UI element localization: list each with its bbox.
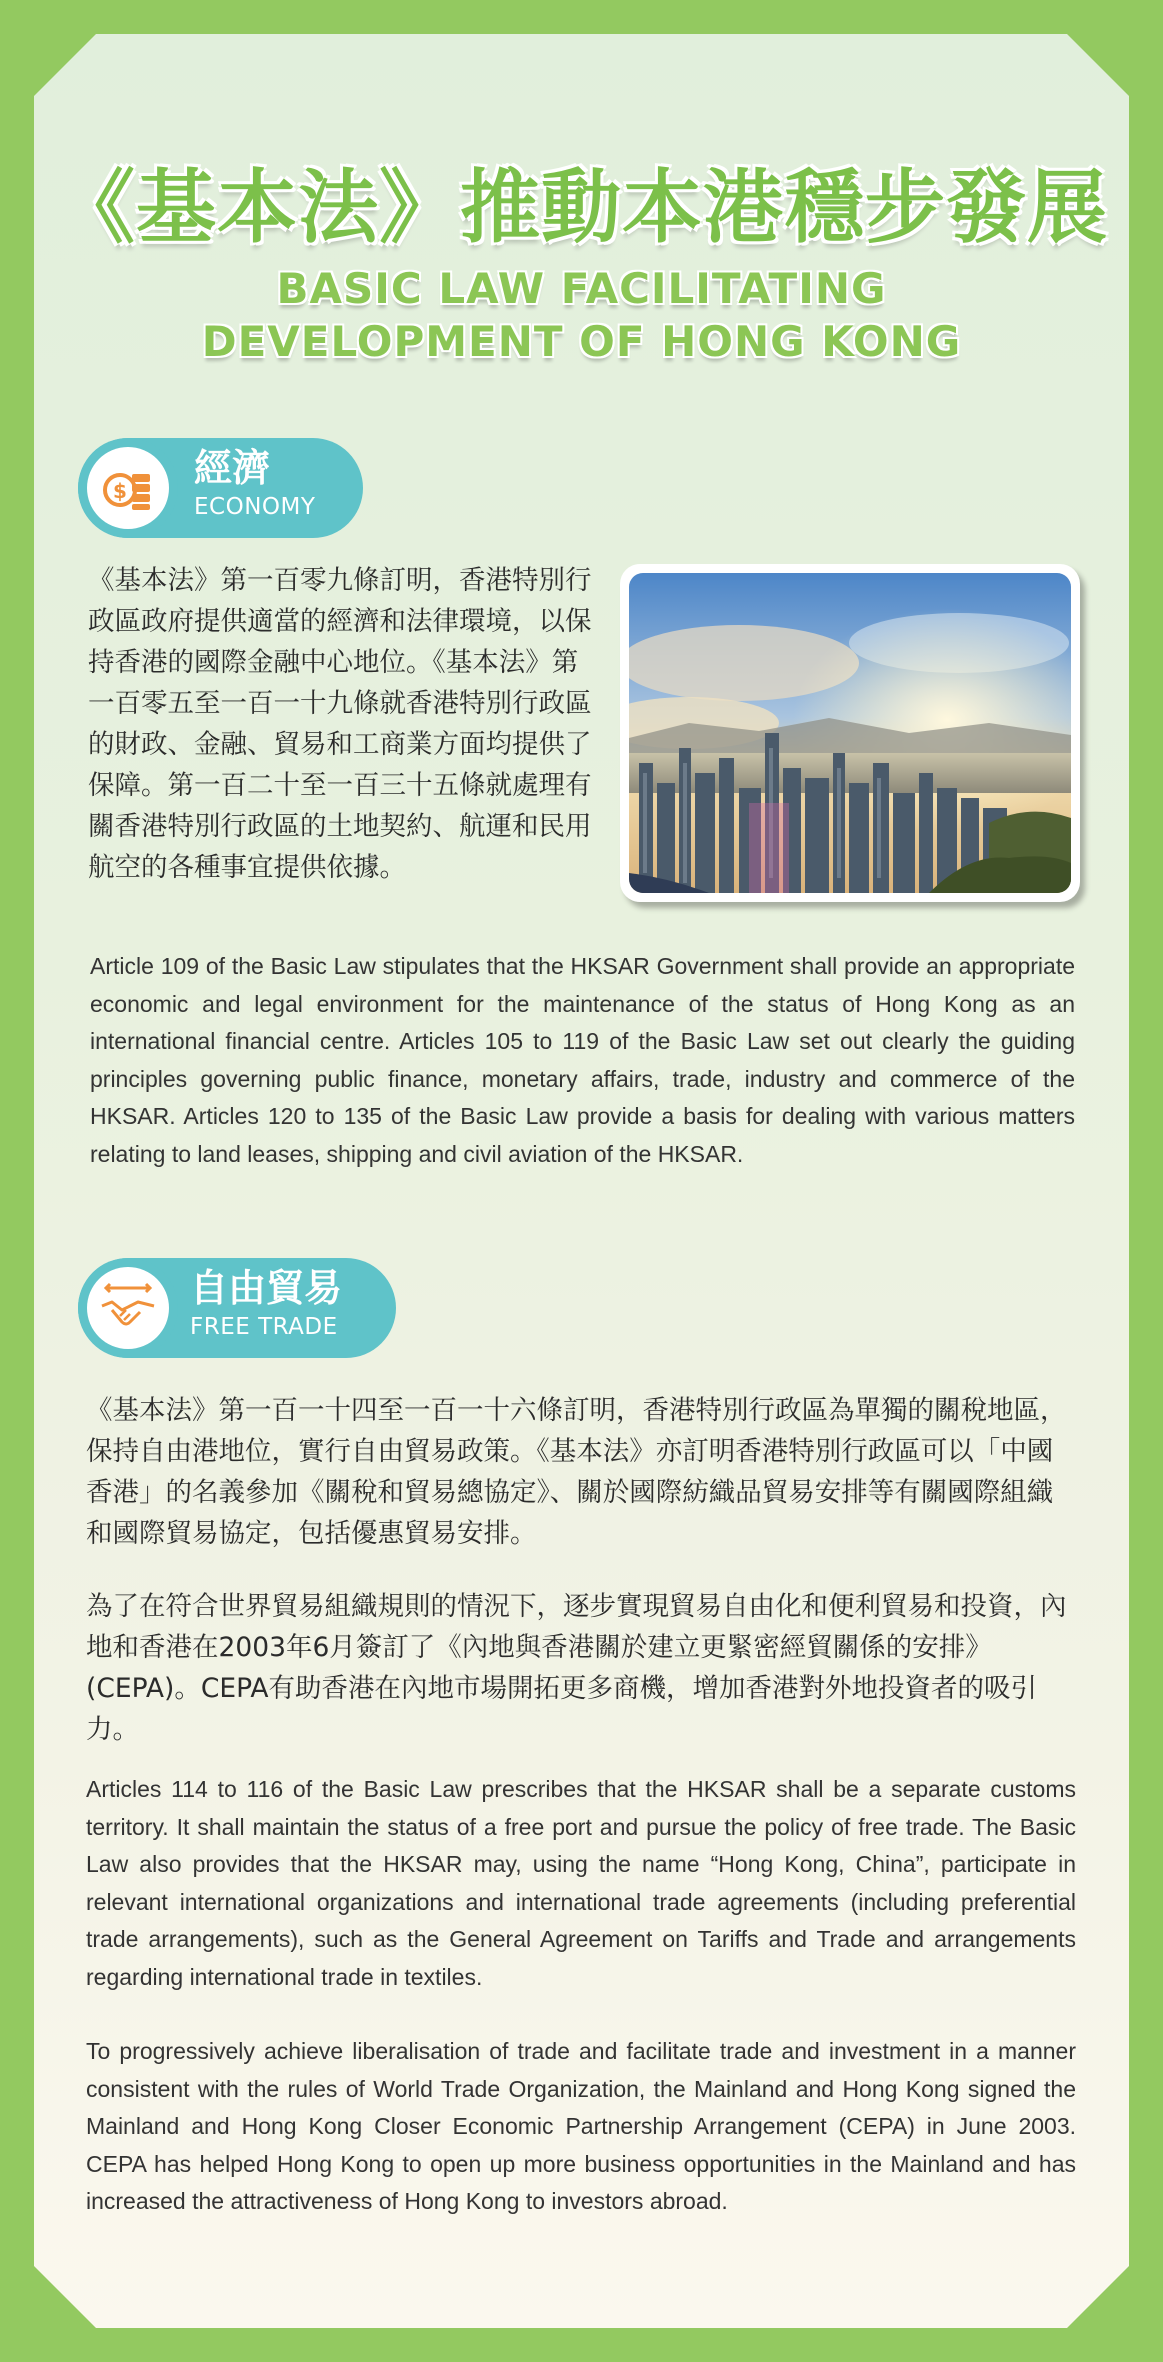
- economy-heading-english: ECONOMY: [194, 494, 316, 520]
- svg-text:$: $: [113, 479, 127, 503]
- coins-icon: [87, 447, 169, 529]
- free-trade-chinese-paragraph-2: 為了在符合世界貿易組織規則的情況下，逐步實現貿易自由化和便利貿易和投資，內地和香港在2003年6月簽訂了《內地與香港關於建立更緊密經貿關係的安排》(CEPA)。CEPA有助香港在內地市場開拓更多商機，增加香港對外地投資者的吸引力。: [86, 1591, 1067, 1745]
- economy-heading-chinese: 經濟: [194, 446, 271, 490]
- free-trade-english-paragraph-1: Articles 114 to 116 of the Basic Law prescribes that the HKSAR shall be a separate customs territory. It shall maintain the status of a free port and pursue the policy of free trade. The Basic Law also provides that the HKSAR may, using the name “Hong Kong, China”, participate in relevant international organizations and international trade agreements (including preferential trade arrangements), such as the General Agreement on Tariffs and Trade and arrangements regarding international trade in textiles.: [86, 1776, 1076, 1990]
- economy-english-paragraph: Article 109 of the Basic Law stipulates that the HKSAR Government shall provide an appropriate economic and legal environment for the maintenance of the status of Hong Kong as an international financial centre. Articles 105 to 119 of the Basic Law set out clearly the guiding principles governing public finance, monetary affairs, trade, industry and commerce of the HKSAR. Articles 120 to 135 of the Basic Law provide a basis for dealing with various matters relating to land leases, shipping and civil aviation of the HKSAR.: [90, 953, 1075, 1167]
- page-title-chinese: 《基本法》推動本港穩步發展: [55, 161, 1108, 254]
- free-trade-section-badge: [78, 1258, 396, 1358]
- economy-section-badge: [78, 438, 363, 538]
- handshake-icon: [87, 1267, 169, 1349]
- free-trade-heading-chinese: 自由貿易: [190, 1266, 343, 1310]
- hong-kong-skyline-photo: [620, 564, 1080, 902]
- free-trade-english-paragraph-2: To progressively achieve liberalisation of trade and facilitate trade and investment in a manner consistent with the rules of World Trade Organization, the Mainland and Hong Kong signed the Mainland and Hong Kong Closer Economic Partnership Arrangement (CEPA) in June 2003. CEPA has helped Hong Kong to open up more business opportunities in the Mainland and has increased the attractiveness of Hong Kong to investors abroad.: [86, 2038, 1076, 2214]
- free-trade-chinese-paragraph-1: 《基本法》第一百一十四至一百一十六條訂明，香港特別行政區為單獨的關稅地區，保持自由港地位，實行自由貿易政策。《基本法》亦訂明香港特別行政區可以「中國香港」的名義參加《關稅和貿易總協定》、關於國際紡織品貿易安排等有關國際組織和國際貿易協定，包括優惠貿易安排。: [86, 1395, 1067, 1549]
- page-title-english-line-2: DEVELOPMENT OF HONG KONG: [201, 317, 962, 366]
- economy-chinese-paragraph: 《基本法》第一百零九條訂明，香港特別行政區政府提供適當的經濟和法律環境，以保持香港的國際金融中心地位。《基本法》第一百零五至一百一十九條就香港特別行政區的財政、金融、貿易和工商業方面均提供了保障。第一百二十至一百三十五條就處理有關香港特別行政區的土地契約、航運和民用航空的各種事宜提供依據。: [88, 565, 592, 883]
- page-title-english-line-1: BASIC LAW FACILITATING: [276, 264, 887, 313]
- free-trade-heading-english: FREE TRADE: [190, 1314, 338, 1340]
